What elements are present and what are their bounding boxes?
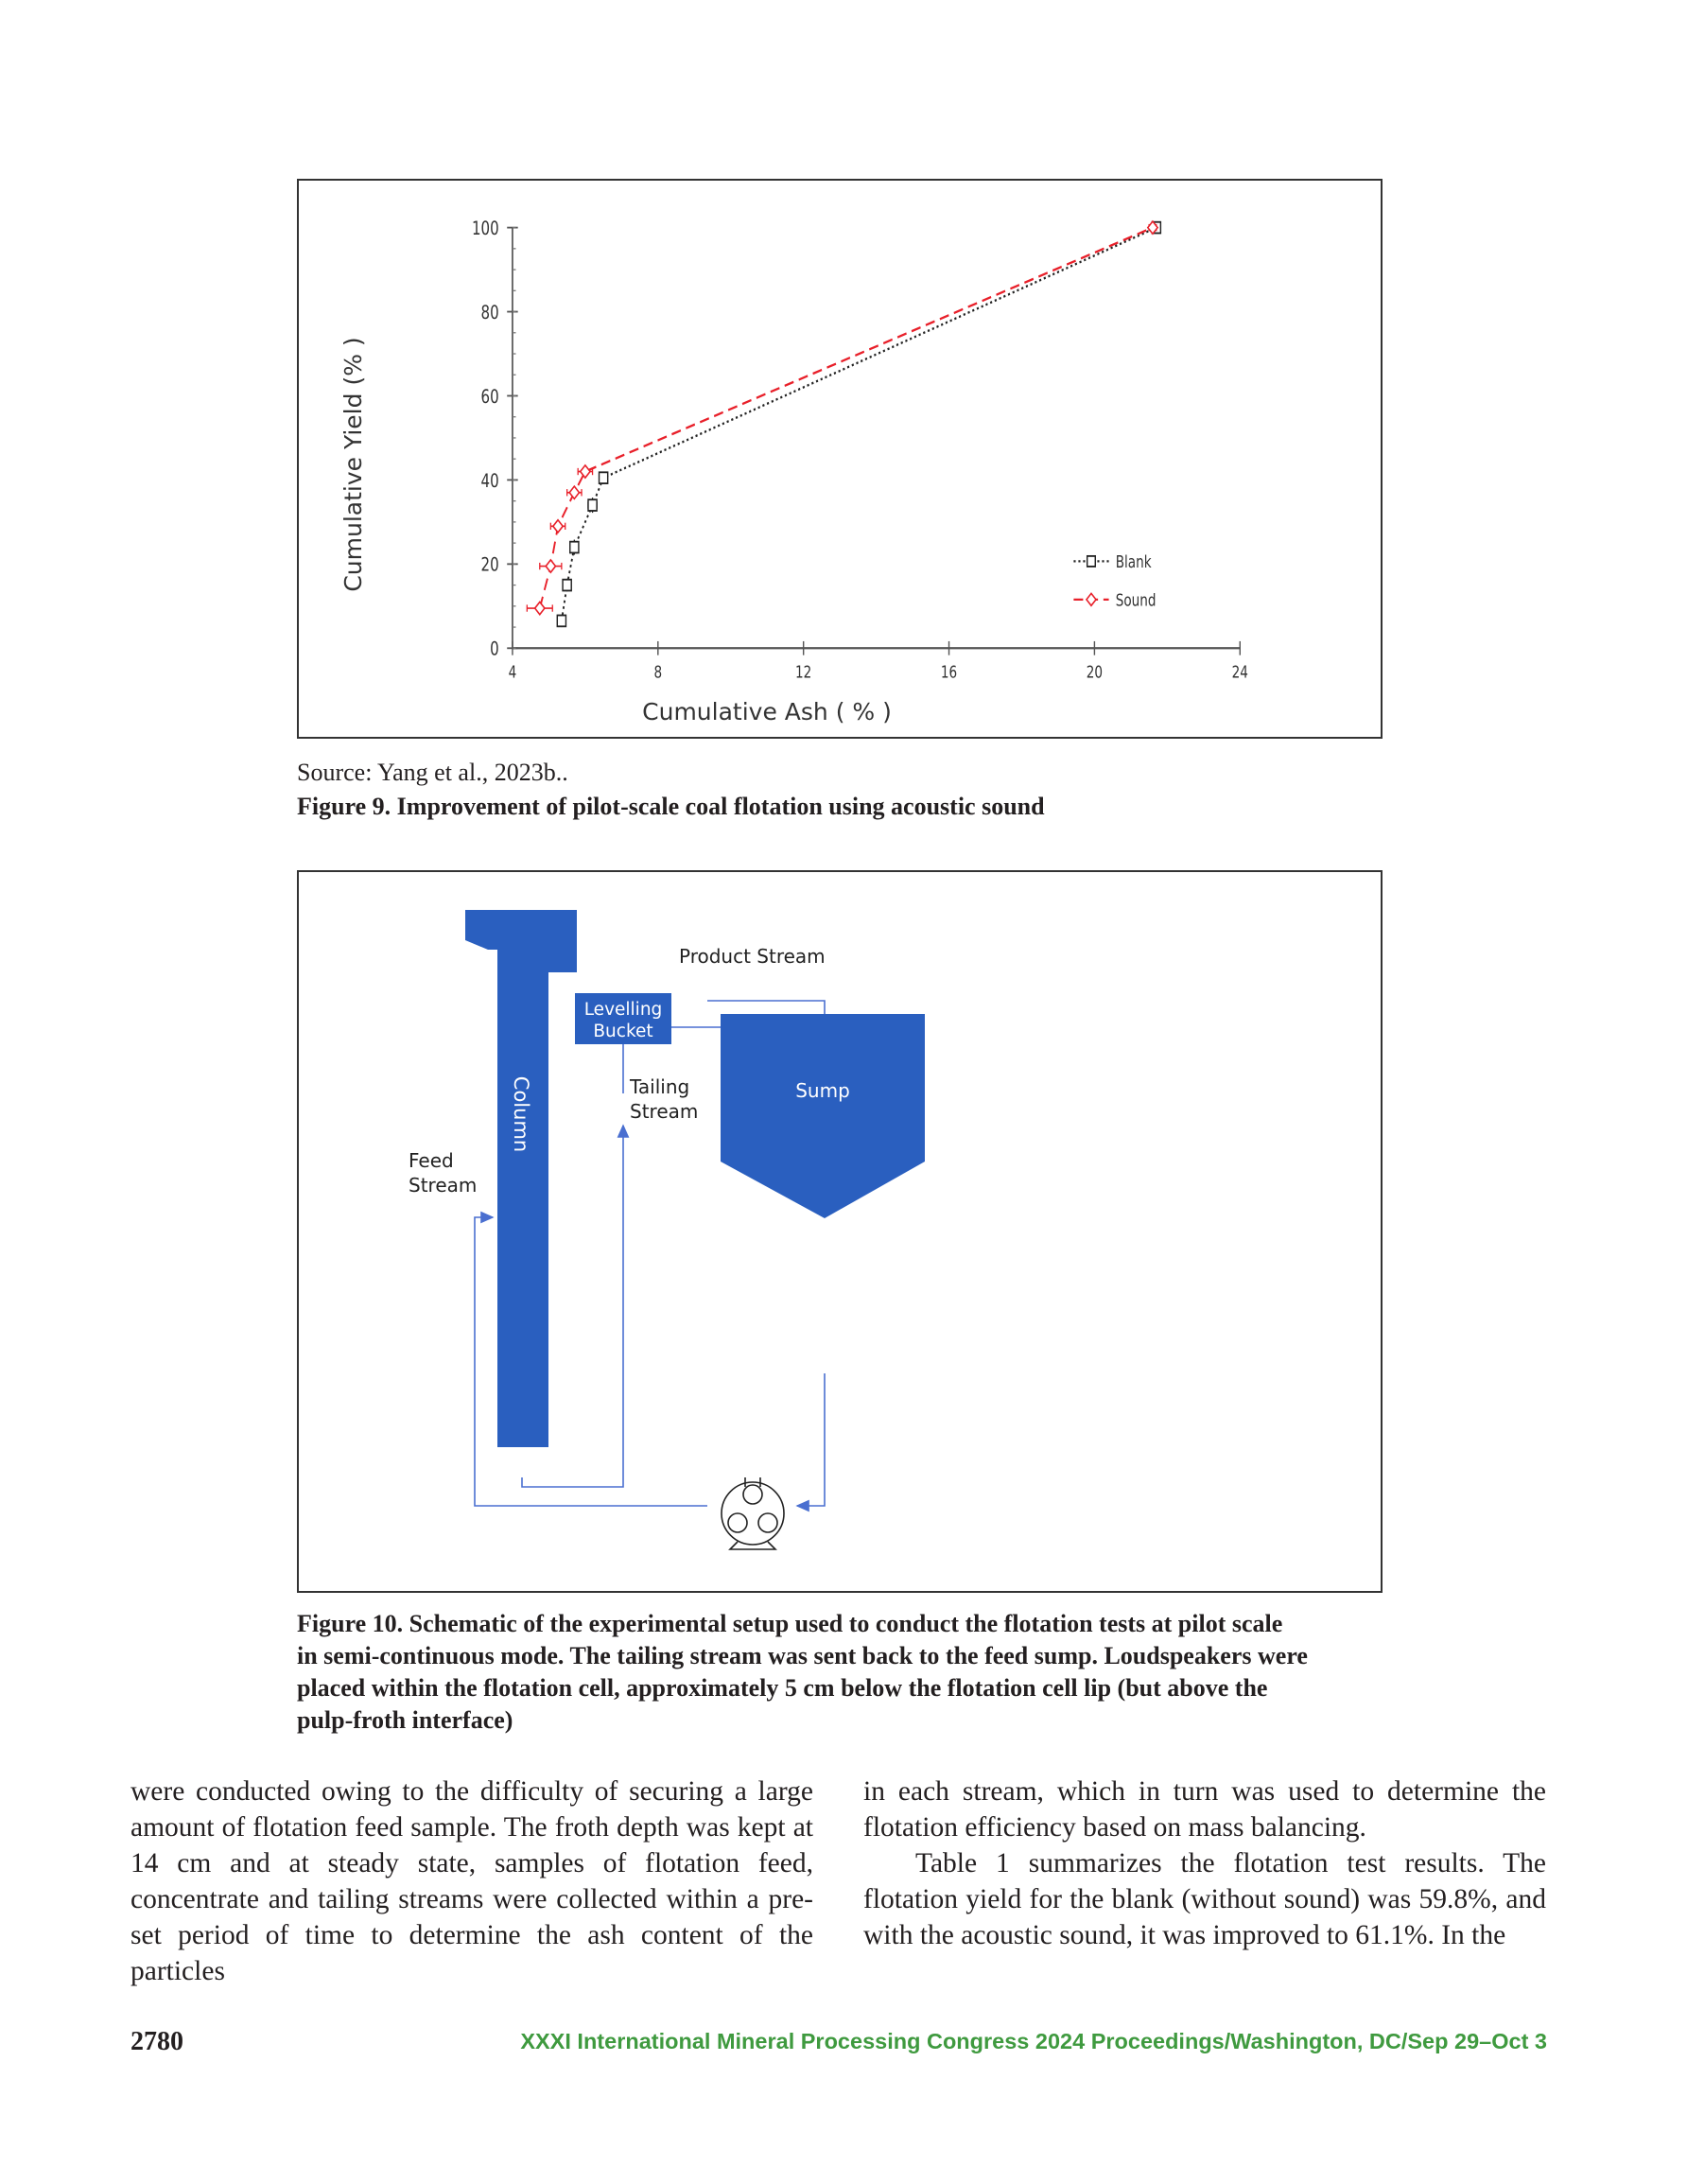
sump-to-pump-line <box>797 1373 825 1506</box>
chart-plot-area <box>472 218 1248 682</box>
figure-10-frame <box>297 870 1383 1593</box>
data-point-diamond <box>581 465 590 478</box>
chart-legend <box>1073 551 1156 610</box>
data-point-diamond <box>546 560 555 572</box>
data-point-square <box>600 472 608 483</box>
series-sound <box>527 221 1157 615</box>
figure-9-source: Source: Yang et al., 2023b.. <box>297 759 568 786</box>
figure-10-caption-line1: Figure 10. Schematic of the experimental setup used to conduct the flotation tests at pilot scale <box>297 1610 1283 1637</box>
levelling-bucket-label-line2: Bucket <box>593 1022 653 1041</box>
body-left-column <box>130 1773 813 1989</box>
data-point-diamond <box>535 602 545 614</box>
levelling-bucket-label-line1: Levelling <box>583 1000 663 1020</box>
sump-label: Sump <box>795 1079 850 1102</box>
series-line-sound <box>540 228 1153 608</box>
x-tick-label: 12 <box>795 661 812 682</box>
data-point-square <box>557 616 565 627</box>
tailing-stream-label-line2: Stream <box>630 1100 699 1123</box>
x-tick-label: 8 <box>653 661 663 682</box>
data-point-diamond <box>569 486 579 498</box>
body-left-paragraph: were conducted owing to the difficulty of securing a large amount of flotation feed sample. The froth depth was kept at 14 cm and at steady state, samples of flotation feed, concentrate and tailing streams were collected within a pre-set period of time to determine the ash content of the particles <box>130 1776 813 1986</box>
legend-label-sound: Sound <box>1115 589 1157 610</box>
data-point-square <box>570 542 579 553</box>
figure-9-chart <box>299 181 1381 737</box>
figure-10-caption-line4: pulp-froth interface) <box>297 1706 513 1734</box>
flotation-column <box>465 910 577 1447</box>
chart-axes <box>472 218 1248 682</box>
product-stream-label: Product Stream <box>679 945 826 968</box>
body-right-paragraph-2: Table 1 summarizes the flotation test results. The flotation yield for the blank (without sound) was 59.8%, and with the acoustic sound, it was improved to 61.1%. In the <box>863 1848 1546 1950</box>
x-tick-label: 20 <box>1086 661 1104 682</box>
legend-marker-diamond <box>1087 593 1096 605</box>
feed-stream-label-line1: Feed <box>409 1149 454 1172</box>
sump-tank <box>721 1014 925 1218</box>
pump-icon <box>722 1477 784 1549</box>
body-right-paragraph-1: in each stream, which in turn was used to determine the flotation efficiency based on mass balancing. <box>863 1776 1546 1843</box>
figure-10-caption-line2: in semi-continuous mode. The tailing stream was sent back to the feed sump. Loudspeakers were <box>297 1642 1308 1669</box>
chart-y-axis-label: Cumulative Yield (% ) <box>339 337 367 592</box>
legend-marker-square <box>1087 556 1096 567</box>
tailing-stream-label-line1: Tailing <box>630 1075 690 1098</box>
conference-footer: XXXI International Mineral Processing Congress 2024 Proceedings/Washington, DC/Sep 29–Oct 3 <box>520 2029 1547 2053</box>
y-tick-label: 80 <box>480 303 499 324</box>
page-number: 2780 <box>130 2027 183 2056</box>
series-blank <box>557 222 1160 627</box>
figure-10-caption <box>297 1608 1394 1737</box>
legend-label-blank: Blank <box>1115 551 1152 572</box>
column-label: Column <box>510 1075 532 1153</box>
x-tick-label: 16 <box>940 661 958 682</box>
figure-10-caption-line3: placed within the flotation cell, approximately 5 cm below the flotation cell lip (but above the <box>297 1674 1268 1702</box>
data-point-square <box>563 580 571 591</box>
series-line-blank <box>562 228 1157 621</box>
y-tick-label: 20 <box>480 554 499 577</box>
feed-stream-label-line2: Stream <box>409 1174 478 1197</box>
legend-items <box>1073 551 1156 610</box>
chart-x-axis-label: Cumulative Ash ( % ) <box>642 698 892 725</box>
figure-9-caption: Figure 9. Improvement of pilot-scale coal flotation using acoustic sound <box>297 793 1045 820</box>
x-tick-label: 4 <box>508 661 517 682</box>
y-tick-label: 100 <box>472 218 499 240</box>
figure-10-diagram <box>299 872 1381 1591</box>
y-tick-label: 0 <box>490 638 499 661</box>
data-point-square <box>588 499 597 511</box>
body-right-column <box>863 1773 1546 1953</box>
x-tick-label: 24 <box>1231 661 1248 682</box>
y-tick-label: 40 <box>480 471 499 493</box>
figure-9-frame <box>297 179 1383 739</box>
data-point-diamond <box>553 520 563 533</box>
y-tick-label: 60 <box>480 387 499 409</box>
